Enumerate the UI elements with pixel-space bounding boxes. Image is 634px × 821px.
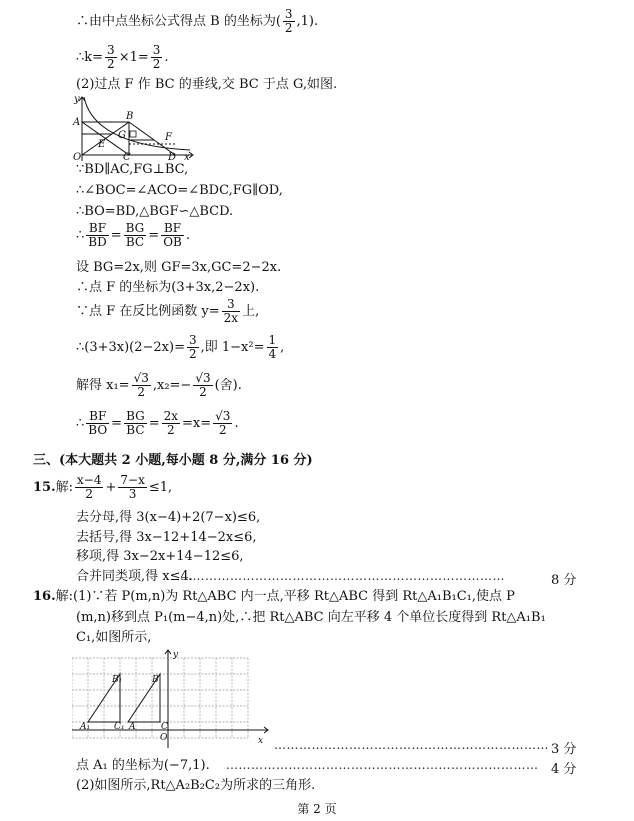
label-C1: C₁ [114, 722, 125, 732]
label-C: C [161, 722, 168, 732]
q15-number: 15. [33, 480, 56, 495]
q15-step-4: 合并同类项,得 x≤4. [76, 569, 193, 584]
solution-line-6: ∴BO=BD,△BGF∽△BCD. [76, 204, 234, 219]
solution-line-9: ∴点 F 的坐标为(3+3x,2−2x). [76, 280, 260, 295]
text: ∴k= [76, 50, 104, 65]
dot-leader: ………………………………………………………………… [226, 758, 539, 772]
label-x: x [258, 736, 264, 746]
solution-line-7: ∴ $\frac{BF}{BD}$ = $\frac{BG}{BC}$ = $\frac{BF}{OB}$ . [76, 221, 190, 249]
label-E: E [98, 139, 106, 150]
text: . [164, 50, 169, 65]
label-A: A [129, 722, 136, 732]
solution-line-13: ∴ $\frac{BF}{BO}$ = $\frac{BG}{BC}$ = $\frac{2x}{2}$ =x= $\frac{√3}{2}$ . [76, 409, 239, 437]
text: ×1= [118, 50, 149, 65]
q16-line-1: 16.解:(1)∵若 P(m,n)为 Rt△ABC 内一点,平移 Rt△ABC 得到 Rt△A₁B₁C₁,使点 P [33, 589, 515, 604]
figure-2-grid [72, 648, 272, 748]
label-F: F [165, 132, 172, 143]
dot-leader: …………………………………………………………………… [180, 569, 505, 583]
label-y: y [74, 95, 80, 105]
fraction: $\frac{3}{2}$ [152, 43, 161, 71]
label-D: D [168, 152, 177, 161]
label-B1: B₁ [112, 675, 123, 685]
q16-line-2: (m,n)移到点 P₁(m−4,n)处,∴把 Rt△ABC 向左平移 4 个单位长度得到 Rt△A₁B₁ [76, 610, 546, 625]
q15-line-1: 15.解: $\frac{x-4}{2}$ + $\frac{7-x}{3}$ ≤1, [33, 473, 173, 501]
q15-score: 8 分 [551, 573, 577, 588]
q16-score-3: 3 分 [551, 742, 577, 757]
solution-line-4: ∵BD∥AC,FG⊥BC, [76, 162, 189, 177]
label-y: y [173, 650, 179, 660]
solution-line-2 [76, 44, 169, 71]
label-B: B [152, 675, 159, 685]
q16-line-5: (2)如图所示,Rt△A₂B₂C₂为所求的三角形. [76, 778, 316, 793]
solution-line-11: ∴(3+3x)(2−2x)= $\frac{3}{2}$ ,即 1−x²= $\frac{1}{4}$ , [76, 333, 285, 361]
solution-line-5: ∴∠BOC=∠ACO=∠BDC,FG∥OD, [76, 183, 283, 198]
label-x: x [184, 152, 190, 161]
q16-score-4: 4 分 [551, 762, 577, 777]
page-footer: 第 2 页 [297, 802, 337, 816]
text: ,1). [296, 14, 319, 29]
solution-line-8: 设 BG=2x,则 GF=3x,GC=2−2x. [76, 260, 282, 275]
q15-step-1: 去分母,得 3(x−4)+2(7−x)≤6, [76, 510, 261, 525]
label-O: O [160, 733, 168, 743]
label-C: C [123, 152, 131, 161]
q16-number: 16. [33, 589, 56, 604]
q16-line-3: C₁,如图所示, [76, 630, 152, 645]
label-B: B [126, 111, 134, 122]
label-G: G [118, 130, 126, 141]
label-A: A [73, 117, 81, 128]
label-A1: A₁ [80, 722, 91, 732]
section-3-heading: 三、(本大题共 2 小题,每小题 8 分,满分 16 分) [33, 453, 313, 468]
fraction: $\frac{3}{2}$ [107, 43, 115, 71]
q15-step-2: 去括号,得 3x−12+14−2x≤6, [76, 530, 257, 545]
solution-line-10: ∵点 F 在反比例函数 y= $\frac{3}{2x}$ 上, [76, 297, 260, 325]
solution-line-1 [76, 8, 318, 35]
figure-1-graph [72, 95, 197, 161]
solution-line-12: 解得 x₁= $\frac{√3}{2}$ ,x₂=− $\frac{√3}{2}$ (舍). [76, 371, 242, 399]
q16-line-4: 点 A₁ 的坐标为(−7,1). [76, 758, 210, 773]
q15-step-3: 移项,得 3x−2x+14−12≤6, [76, 549, 244, 564]
label-O: O [73, 152, 82, 161]
fraction: $\frac{3}{2}$ [284, 7, 293, 35]
text: ∴由中点坐标公式得点 B 的坐标为( [76, 14, 281, 29]
dot-leader: ………………………………………………………… [274, 738, 549, 752]
solution-line-3: (2)过点 F 作 BC 的垂线,交 BC 于点 G,如图. [76, 77, 338, 92]
